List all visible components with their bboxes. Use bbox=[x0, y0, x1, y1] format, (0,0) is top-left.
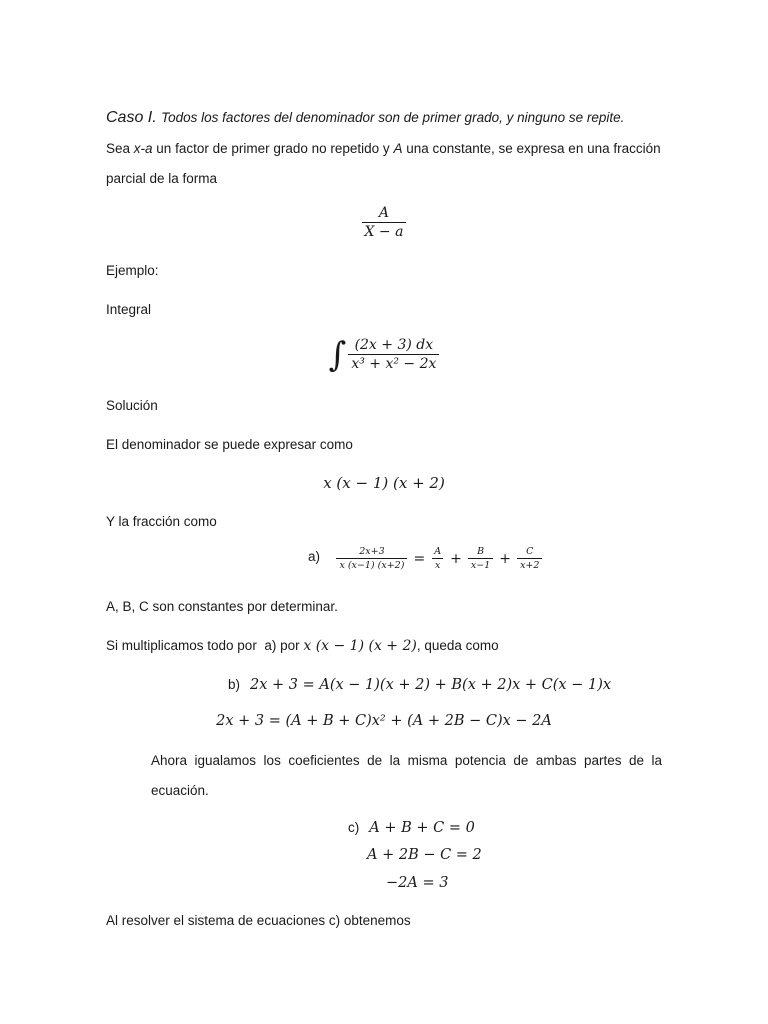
fraction-statement: Y la fracción como bbox=[106, 514, 217, 529]
equation-c-label: c) bbox=[348, 820, 360, 835]
eq-a-lhs-denominator: x (x−1) (x+2) bbox=[336, 558, 407, 571]
example-label: Ejemplo: bbox=[106, 263, 159, 278]
eq-a-term1-denominator: x bbox=[432, 558, 443, 571]
equation-a-label: a) bbox=[308, 548, 321, 564]
multiply-expression: x (x − 1) (x + 2) bbox=[303, 638, 417, 654]
denominator-statement: El denominador se puede expresar como bbox=[106, 437, 353, 452]
equation-b-line-2: 2x + 3 = (A + B + C)x² + (A + 2B − C)x − 2A bbox=[216, 713, 552, 729]
general-fraction bbox=[0, 205, 768, 240]
eq-a-term2-numerator: B bbox=[477, 546, 485, 557]
intro-line-1: Sea x-a un factor de primer grado no repetido y A una constante, se expresa en una fracción bbox=[106, 141, 661, 156]
case-heading bbox=[106, 109, 624, 127]
eq-a-term1-numerator: A bbox=[434, 546, 442, 557]
equation-a: a) $\frac{2x+3}{x (x-1) (x+2)}$ = $\frac{A}{x}$ + $\frac{B}{x-1}$ + $\frac{C}{x+2}$ bbox=[308, 546, 542, 571]
equation-c-line-2: A + 2B − C = 2 bbox=[367, 847, 482, 863]
equate-paragraph: Ahora igualamos los coeficientes de la misma potencia de ambas partes de la ecuación. bbox=[151, 753, 662, 798]
multiply-statement: Si multiplicamos todo por a) por x (x − 1) (x + 2), queda como bbox=[106, 638, 499, 654]
equation-b-line-1: b) 2x + 3 = A(x − 1)(x + 2) + B(x + 2)x + C(x − 1)x bbox=[228, 677, 612, 693]
general-fraction-denominator: X − a bbox=[362, 222, 407, 240]
equation-c-line-3: −2A = 3 bbox=[386, 875, 449, 891]
integral-sign-icon: ∫ bbox=[328, 334, 347, 375]
case-label: Caso I. bbox=[106, 109, 157, 126]
integral-denominator: x³ + x² − 2x bbox=[348, 354, 439, 372]
case-description: Todos los factores del denominador son de primer grado, y ninguno se repite. bbox=[161, 110, 625, 125]
factor-variable: x-a bbox=[133, 141, 153, 156]
integral-expression bbox=[0, 334, 768, 375]
eq-a-term3-denominator: x+2 bbox=[517, 558, 542, 571]
equation-c-line-1: c) A + B + C = 0 bbox=[348, 820, 475, 836]
integral-label: Integral bbox=[106, 302, 152, 317]
factored-denominator: x (x − 1) (x + 2) bbox=[323, 474, 445, 492]
constants-statement: A, B, C son constantes por determinar. bbox=[106, 599, 338, 614]
eq-a-term3-numerator: C bbox=[526, 546, 534, 557]
solve-statement: Al resolver el sistema de ecuaciones c) obtenemos bbox=[106, 913, 411, 928]
eq-a-term2-denominator: x−1 bbox=[468, 558, 493, 571]
general-fraction-numerator: A bbox=[378, 205, 390, 221]
eq-a-lhs-numerator: 2x+3 bbox=[359, 546, 385, 557]
integral-numerator: (2x + 3) dx bbox=[354, 337, 434, 353]
solution-label: Solución bbox=[106, 398, 158, 413]
constant-variable: A bbox=[393, 141, 403, 156]
equation-b-label: b) bbox=[228, 677, 241, 692]
intro-line-2: parcial de la forma bbox=[106, 171, 218, 186]
